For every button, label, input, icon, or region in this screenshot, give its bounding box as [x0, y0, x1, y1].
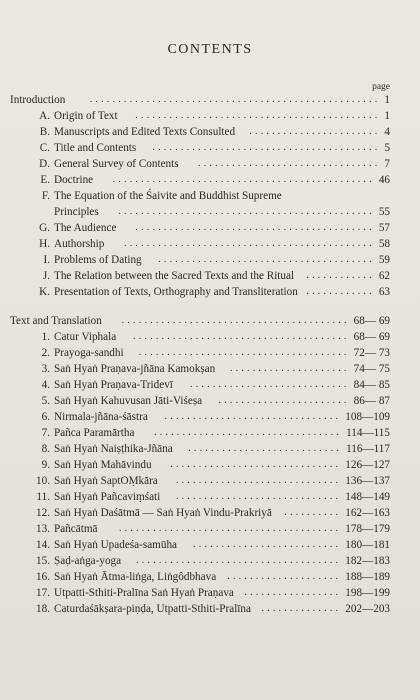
toc-entry-number: B. — [39, 126, 50, 138]
toc-page-number: 7 — [384, 158, 390, 170]
toc-section-introduction — [0, 92, 420, 108]
toc-page-number: 84— 85 — [353, 379, 390, 391]
toc-entry — [0, 441, 420, 457]
toc-entry — [0, 220, 420, 236]
leader-dots: .......................................... — [135, 222, 375, 233]
toc-page-number: 55 — [378, 206, 390, 218]
toc-entry — [0, 361, 420, 377]
toc-entry-number: 10. — [36, 475, 50, 487]
leader-dots: ...................................... — [133, 331, 350, 342]
toc-entry — [0, 553, 420, 569]
page-title: CONTENTS — [167, 42, 253, 57]
leader-dots: ....................................... — [118, 523, 342, 534]
leader-dots: ............................ — [190, 379, 350, 390]
toc-entry — [0, 156, 420, 172]
toc-entry-title: The Equation of the Śaivite and Buddhist Supreme — [54, 190, 282, 202]
toc-entry-title: The Relation between the Sacred Texts and the Ritual — [54, 270, 295, 282]
toc-entry — [0, 393, 420, 409]
toc-entry-title: Saṅ Hyaṅ Praṇava-jñāna Kamokṣan — [54, 363, 216, 375]
toc-entry-title: Saṅ Hyaṅ SaptOṂkāra — [54, 475, 158, 487]
leader-dots: ........................................ — [121, 315, 350, 326]
toc-entry-number: 3. — [41, 363, 50, 375]
toc-entry — [0, 236, 420, 252]
leader-dots: ....................... — [249, 126, 381, 137]
toc-entry-title: Prayoga-sandhi — [54, 347, 124, 359]
leader-dots: ..................................... — [138, 347, 350, 358]
toc-page-number: 188—189 — [345, 571, 390, 583]
toc-page-number: 178—179 — [345, 523, 390, 535]
toc-entry-title: Principles — [54, 206, 99, 218]
toc-entry — [0, 521, 420, 537]
toc-entry-title: Presentation of Texts, Orthography and Transliteration — [54, 286, 298, 298]
toc-entry-number: 6. — [41, 411, 50, 423]
leader-dots: ........................................... — [135, 110, 381, 121]
leader-dots: ...................................... — [158, 254, 375, 265]
toc-entry — [0, 172, 420, 188]
toc-page-number: 108—109 — [345, 411, 390, 423]
toc-entry — [0, 377, 420, 393]
toc-page-number: 162—163 — [345, 507, 390, 519]
table-of-contents — [0, 92, 420, 617]
toc-entry-title: Saṅ Hyaṅ Daśātmā — Saṅ Hyaṅ Vindu-Prakriyā — [54, 507, 272, 519]
toc-entry-title: Saṅ Hyaṅ Upadeśa-samūha — [54, 539, 178, 551]
toc-page-number: 63 — [378, 286, 390, 298]
toc-entry — [0, 489, 420, 505]
toc-entry — [0, 124, 420, 140]
toc-entry-number: I. — [43, 254, 50, 266]
leader-dots: ................................ — [198, 158, 381, 169]
toc-entry-number: G. — [39, 222, 50, 234]
translation-entries — [0, 329, 420, 617]
toc-page-number: 198—199 — [345, 587, 390, 599]
toc-entry-title: General Survey of Contents — [54, 158, 179, 170]
toc-page-number: 116—117 — [346, 443, 390, 455]
toc-entry-title: Problems of Dating — [54, 254, 142, 266]
toc-entry-number: 4. — [41, 379, 50, 391]
toc-entry-number: J. — [42, 270, 50, 282]
leader-dots: ................................. — [153, 427, 343, 438]
toc-page-number: 58 — [378, 238, 390, 250]
toc-entry — [0, 284, 420, 300]
toc-entry-number: 16. — [36, 571, 50, 583]
toc-entry-number: K. — [39, 286, 50, 298]
toc-page-number: 1 — [384, 110, 390, 122]
toc-page-number: 114—115 — [346, 427, 390, 439]
toc-entry-number: 14. — [36, 539, 50, 551]
toc-entry — [0, 585, 420, 601]
toc-page-number: 62 — [378, 270, 390, 282]
toc-entry-title: Authorship — [54, 238, 105, 250]
toc-entry-number: 7. — [41, 427, 50, 439]
toc-entry-number: F. — [41, 190, 50, 202]
leader-dots: .............. — [261, 603, 342, 614]
leader-dots: ............................. — [175, 491, 342, 502]
toc-entry — [0, 188, 420, 204]
toc-entry — [0, 505, 420, 521]
toc-section-label: Introduction — [10, 94, 66, 106]
leader-dots: .......................... — [193, 539, 342, 550]
toc-entry-number: 17. — [36, 587, 50, 599]
toc-entry-number: 18. — [36, 603, 50, 615]
toc-page-number: 4 — [384, 126, 390, 138]
toc-entry-title: Saṅ Hyaṅ Kahuvusan Jāti-Viśeṣa — [54, 395, 203, 407]
toc-page-number: 59 — [378, 254, 390, 266]
toc-entry-number: 2. — [41, 347, 50, 359]
toc-entry — [0, 457, 420, 473]
leader-dots: ................................................... — [89, 94, 381, 105]
toc-entry-number: 1. — [41, 331, 50, 343]
toc-entry-number: C. — [39, 142, 50, 154]
leader-dots: .......... — [284, 507, 342, 518]
leader-dots: .................... — [227, 571, 342, 582]
toc-entry-number: 8. — [41, 443, 50, 455]
toc-entry-title: Utpatti-Sthiti-Pralīna Saṅ Hyaṅ Praṇava — [54, 587, 234, 599]
toc-entry — [0, 268, 420, 284]
toc-entry-title: Caturdaśākṣara-piṇḍa, Utpatti-Sthiti-Pralīna — [54, 603, 251, 615]
toc-entry-number: D. — [39, 158, 50, 170]
toc-page-number: 72— 73 — [353, 347, 390, 359]
toc-page-number: 86— 87 — [353, 395, 390, 407]
leader-dots: ........................................ — [152, 142, 381, 153]
introduction-entries — [0, 108, 420, 300]
toc-entry — [0, 473, 420, 489]
toc-entry-number: 15. — [36, 555, 50, 567]
toc-page-number: 136—137 — [345, 475, 390, 487]
toc-entry-number: E. — [40, 174, 50, 186]
leader-dots: ....................... — [218, 395, 350, 406]
toc-entry-title: Saṅ Hyaṅ Praṇava-Tridevī — [54, 379, 173, 391]
page-column-header: page — [372, 82, 390, 92]
toc-entry-number: 5. — [41, 395, 50, 407]
toc-page-number: 68— 69 — [353, 315, 390, 327]
toc-entry — [0, 601, 420, 617]
leader-dots: .............................. — [170, 459, 342, 470]
toc-entry-number: 11. — [36, 491, 50, 503]
toc-entry-title: Doctrine — [54, 174, 94, 186]
toc-entry — [0, 204, 420, 220]
toc-entry-title: Saṅ Hyaṅ Ātma-liṅga, Liṅgôdbhava — [54, 571, 217, 583]
toc-entry — [0, 345, 420, 361]
toc-entry-title: The Audience — [54, 222, 117, 234]
toc-entry-title: Pañca Paramārtha — [54, 427, 135, 439]
toc-entry-title: Manuscripts and Edited Texts Consulted — [54, 126, 236, 138]
toc-entry-title: Saṅ Hyaṅ Naiṣṭhika-Jñāna — [54, 443, 173, 455]
toc-entry-title: Ṣaḍ-aṅga-yoga — [54, 555, 122, 567]
toc-entry-title: Catur Viphala — [54, 331, 117, 343]
toc-page-number: 148—149 — [345, 491, 390, 503]
toc-entry-title: Title and Contents — [54, 142, 137, 154]
toc-page-number: 1 — [384, 94, 390, 106]
toc-entry-number: 9. — [41, 459, 50, 471]
toc-entry-title: Pañcātmā — [54, 523, 98, 535]
toc-entry-number: H. — [39, 238, 50, 250]
toc-entry — [0, 537, 420, 553]
leader-dots: .............................................. — [112, 174, 375, 185]
toc-entry — [0, 140, 420, 156]
leader-dots: ............................... — [164, 411, 342, 422]
toc-entry — [0, 409, 420, 425]
toc-page-number: 5 — [384, 142, 390, 154]
leader-dots: ............ — [306, 286, 375, 297]
toc-entry-number: 13. — [36, 523, 50, 535]
toc-section-label: Text and Translation — [10, 315, 102, 327]
toc-entry — [0, 425, 420, 441]
toc-entry — [0, 108, 420, 124]
toc-page-number: 180—181 — [345, 539, 390, 551]
toc-page-number: 202—203 — [345, 603, 390, 615]
toc-page-number: 182—183 — [345, 555, 390, 567]
leader-dots: ............................. — [175, 475, 342, 486]
leader-dots: ............................................. — [118, 206, 375, 217]
leader-dots: ............................................ — [124, 238, 375, 249]
toc-entry-title: Nirmala-jñāna-śāstra — [54, 411, 148, 423]
toc-entry — [0, 569, 420, 585]
leader-dots: ........................... — [188, 443, 343, 454]
toc-entry — [0, 252, 420, 268]
leader-dots: ............ — [306, 270, 375, 281]
toc-entry-number: 12. — [36, 507, 50, 519]
toc-page-number: 46 — [378, 174, 390, 186]
toc-entry — [0, 329, 420, 345]
toc-entry-title: Saṅ Hyaṅ Mahāvindu — [54, 459, 152, 471]
leader-dots: ..................... — [229, 363, 350, 374]
toc-entry-title: Saṅ Hyaṅ Pañcaviṃśati — [54, 491, 161, 503]
toc-page-number: 74— 75 — [353, 363, 390, 375]
toc-page-number: 68— 69 — [353, 331, 390, 343]
leader-dots: ................. — [244, 587, 342, 598]
leader-dots: .................................... — [136, 555, 342, 566]
toc-entry-title: Origin of Text — [54, 110, 118, 122]
toc-entry-number: A. — [39, 110, 50, 122]
toc-page-number: 126—127 — [345, 459, 390, 471]
toc-page-number: 57 — [378, 222, 390, 234]
toc-section-translation — [0, 313, 420, 329]
